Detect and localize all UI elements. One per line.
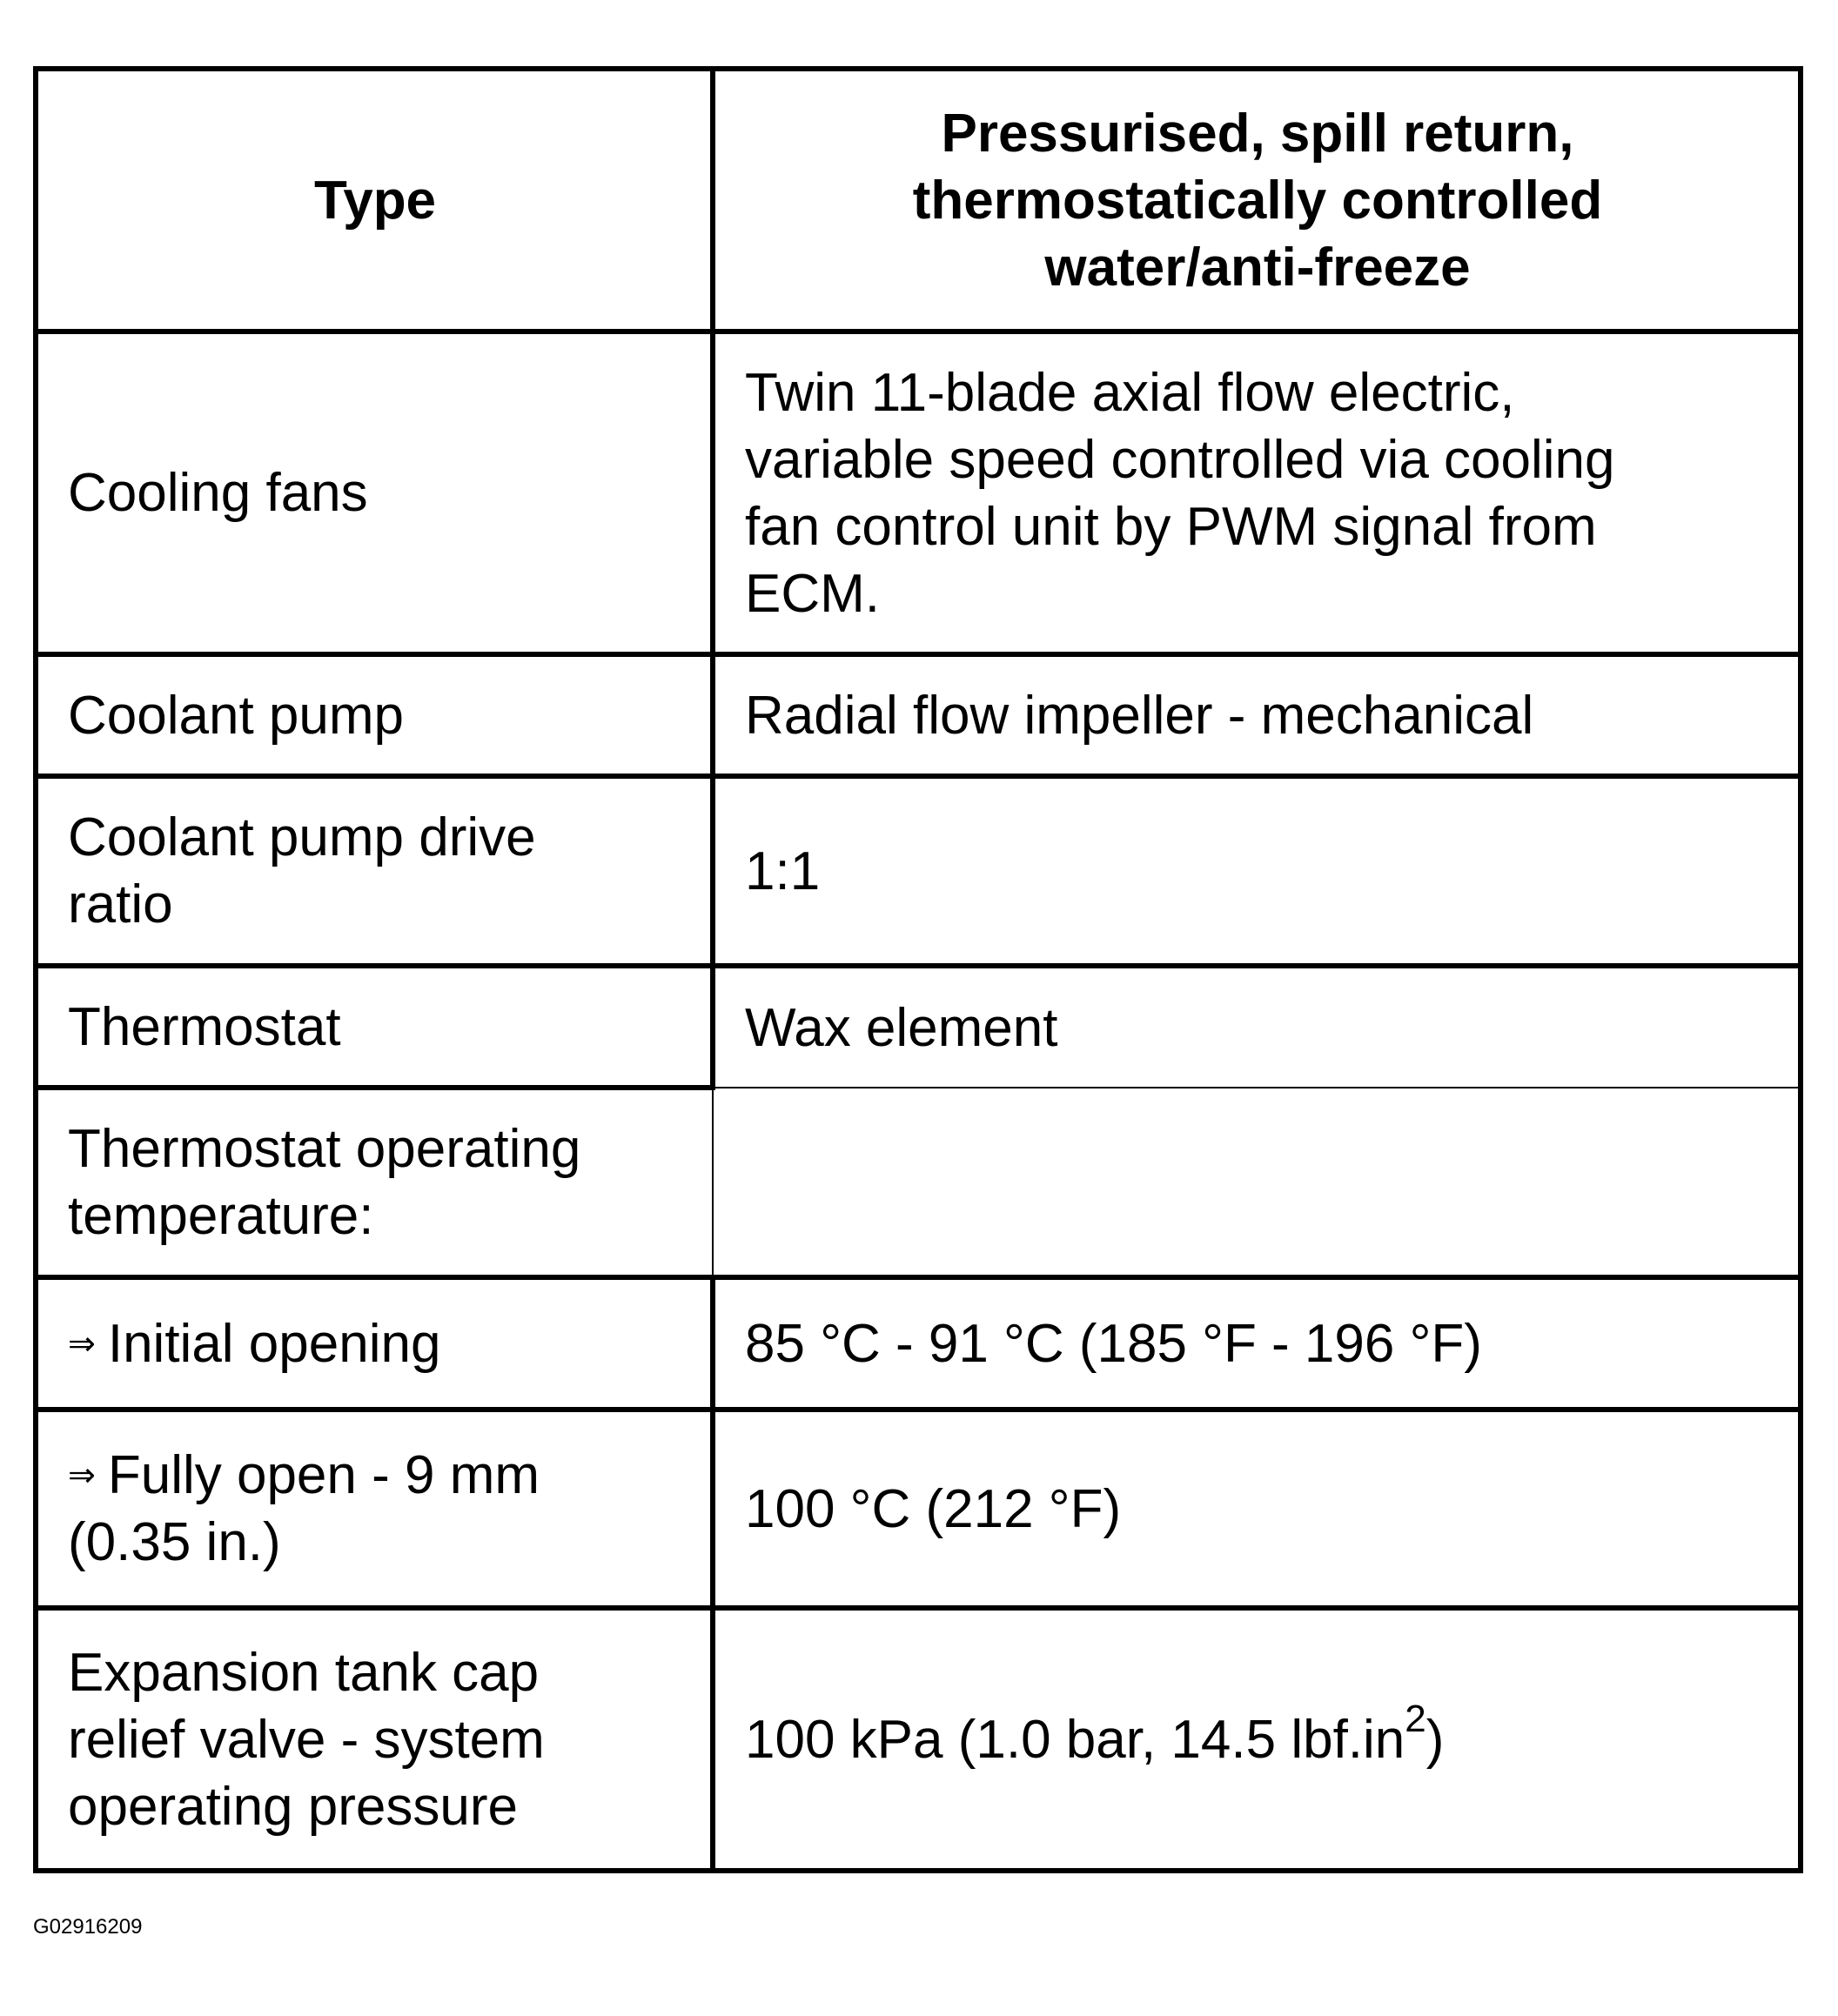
row-value: 1:1	[713, 776, 1801, 966]
cooling-system-spec-table	[33, 66, 1803, 1873]
row-label: Expansion tank cap relief valve - system operating pressure	[36, 1608, 713, 1871]
table-row-fully-open	[36, 1410, 1801, 1608]
row-value: Radial flow impeller - mechanical	[713, 654, 1801, 776]
header-type-label: Type	[36, 69, 713, 332]
row-value: Twin 11-blade axial flow electric, variable speed controlled via cooling fan control unit by PWM signal from ECM.	[713, 332, 1801, 654]
row-label: Thermostat	[36, 966, 713, 1088]
table-row-expansion-tank-cap	[36, 1608, 1801, 1871]
figure-id: G02916209	[33, 1915, 143, 1939]
right-double-arrow-icon: ⇒	[68, 1456, 96, 1494]
row-label: Coolant pump drive ratio	[36, 776, 713, 966]
row-value: 100 kPa (1.0 bar, 14.5 $lbf.in^2$)	[713, 1608, 1801, 1871]
table-header-row	[36, 69, 1801, 332]
table-row-thermostat	[36, 966, 1801, 1088]
row-value: 100 °C (212 °F)	[713, 1410, 1801, 1608]
table-row-coolant-pump	[36, 654, 1801, 776]
right-double-arrow-icon: ⇒	[68, 1323, 96, 1363]
table-row-cooling-fans	[36, 332, 1801, 654]
header-type-value: Pressurised, spill return, thermostatically controlled water/anti-freeze	[713, 69, 1801, 332]
row-label: Coolant pump	[36, 654, 713, 776]
row-label: Cooling fans	[36, 332, 713, 654]
row-value-empty	[713, 1088, 1801, 1277]
row-value: Wax element	[713, 966, 1801, 1088]
row-value: 85 °C - 91 °C (185 °F - 196 °F)	[713, 1277, 1801, 1410]
table-row-thermostat-operating-temperature	[36, 1088, 1801, 1277]
row-label: ⇒ Fully open - 9 mm (0.35 in.)	[36, 1410, 713, 1608]
table-row-pump-drive-ratio	[36, 776, 1801, 966]
row-label: Thermostat operating temperature:	[36, 1088, 713, 1277]
superscript-exponent: 2	[1405, 1697, 1426, 1740]
row-label: ⇒ Initial opening	[36, 1277, 713, 1410]
table-row-initial-opening	[36, 1277, 1801, 1410]
